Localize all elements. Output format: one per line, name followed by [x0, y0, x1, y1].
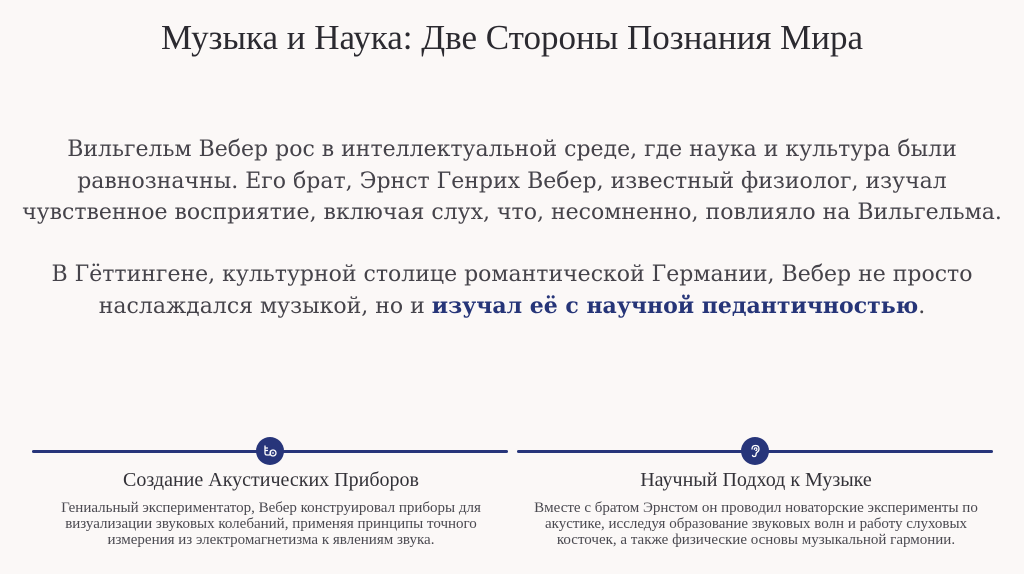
instrument-badge [256, 437, 284, 465]
column-title-acoustic-devices: Создание Акустических Приборов [123, 469, 419, 491]
column-text-acoustic-devices: Гениальный экспериментатор, Вебер конструировал приборы для визуализации звуковых колебаний, применяя принципы точного измерения из электромагнетизма к явлениям звука. [61, 500, 481, 548]
intro-paragraph-1: Вильгельм Вебер рос в интеллектуальной среде, где наука и культура были равнозначны. Его брат, Эрнст Генрих Вебер, известный физиолог, изучал чувственное восприятие, включая слух, что, несомненно, повлияло на Вильгельма. [22, 137, 1002, 225]
slide-title: Музыка и Наука: Две Стороны Познания Мира [160, 18, 864, 57]
ear-icon [747, 443, 763, 459]
column-title-scientific-approach: Научный Подход к Музыке [640, 469, 872, 491]
column-text-scientific-approach: Вместе с братом Эрнстом он проводил новаторские эксперименты по акустике, исследуя образование звуковых волн и работу слуховых косточек, а также физические основы музыкальной гармонии. [534, 500, 978, 548]
paragraph-2-end: . [918, 293, 926, 319]
intro-paragraph-2 [20, 259, 1004, 322]
ear-badge [741, 437, 769, 465]
instrument-icon [262, 443, 278, 459]
paragraph-2-highlight: изучал её с научной педантичностью [431, 292, 919, 319]
paragraph-2-text: В Гёттингене, культурной столице романтической Германии, Вебер не просто наслаждался музыкой, но и [51, 262, 973, 319]
